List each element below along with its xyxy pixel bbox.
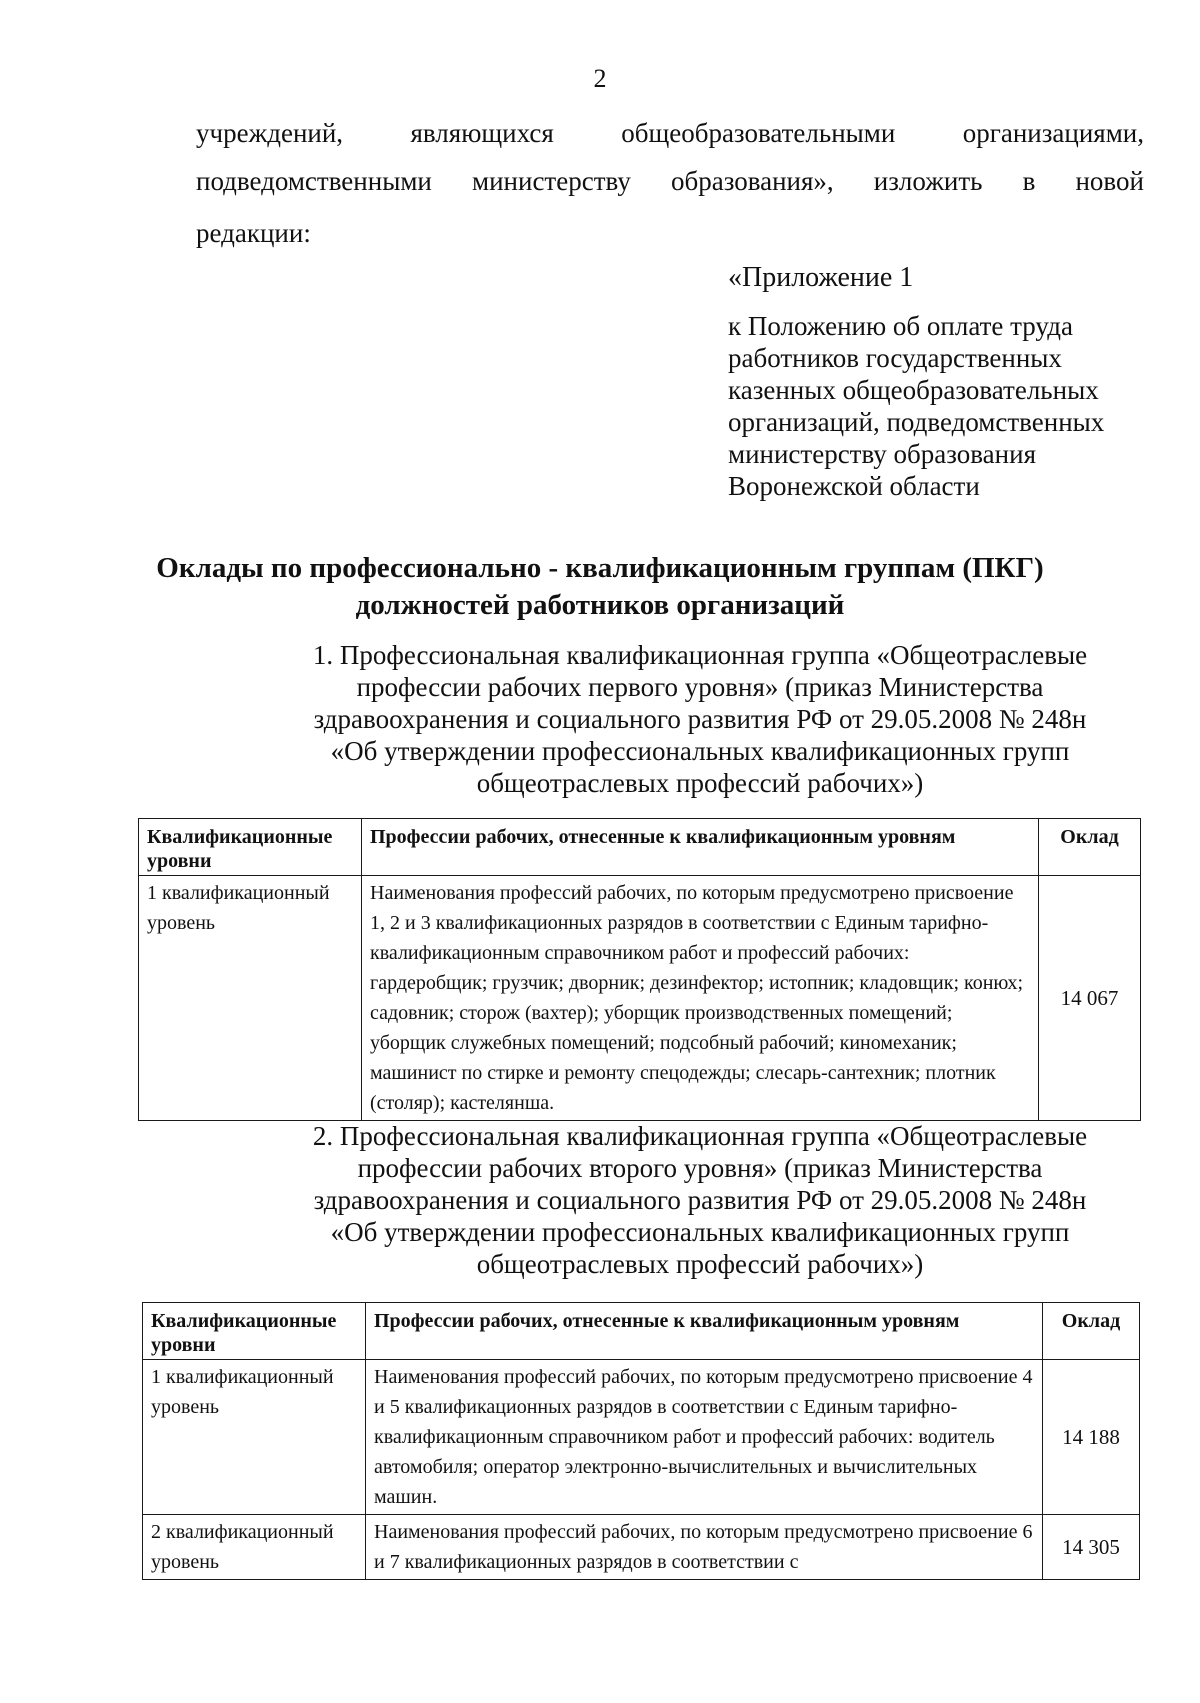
intro-word: изложить: [873, 166, 983, 196]
level-cell: 1 квалификационный уровень: [143, 1360, 366, 1515]
header-professions: Профессии рабочих, отнесенные к квалификационным уровням: [362, 819, 1039, 876]
heading-line: профессии рабочих второго уровня» (приказ Министерства: [357, 1153, 1043, 1183]
heading-line: профессии рабочих первого уровня» (приказ Министерства: [356, 672, 1044, 702]
table-row: [139, 876, 1141, 1121]
document-title-line: должностей работников организаций: [355, 589, 845, 621]
heading-line: 2. Профессиональная квалификационная группа «Общеотраслевые: [312, 1121, 1088, 1151]
heading-line: общеотраслевых профессий рабочих»): [476, 768, 924, 798]
appendix-line: казенных общеобразовательных: [728, 375, 1099, 405]
document-title: [0, 550, 1200, 624]
salary-cell: 14 305: [1043, 1515, 1140, 1580]
intro-word: организациями,: [962, 118, 1144, 148]
level-cell: 2 квалификационный уровень: [143, 1515, 366, 1580]
level-cell: 1 квалификационный уровень: [139, 876, 362, 1121]
heading-line: здравоохранения и социального развития РФ от 29.05.2008 № 248н: [313, 1185, 1087, 1215]
intro-word: образования»,: [670, 166, 834, 196]
salary-cell: 14 188: [1043, 1360, 1140, 1515]
intro-line-3: редакции:: [196, 218, 311, 248]
table-header-row: [139, 819, 1141, 876]
document-title-line: Оклады по профессионально - квалификационным группам (ПКГ): [156, 552, 1044, 584]
intro-word: новой: [1075, 166, 1144, 196]
heading-line: 1. Профессиональная квалификационная группа «Общеотраслевые: [312, 640, 1088, 670]
heading-line: «Об утверждении профессиональных квалификационных групп: [330, 736, 1070, 766]
salary-cell: 14 067: [1039, 876, 1141, 1121]
intro-line-1: [196, 118, 1144, 149]
appendix-line: к Положению об оплате труда: [728, 311, 1073, 341]
pkg-table-1: [138, 818, 1141, 1121]
intro-word: учреждений,: [196, 118, 344, 148]
appendix-line: работников государственных: [728, 343, 1062, 373]
professions-cell: Наименования профессий рабочих, по которым предусмотрено присвоение 4 и 5 квалификационных разрядов в соответствии с Единым тарифно-квалификационным справочником работ и профессий рабочих: водитель автомобиля; оператор электронно-вычислительных и вычислительных машин.: [366, 1360, 1043, 1515]
intro-word: общеобразовательными: [621, 118, 896, 148]
intro-word: подведомственными: [196, 166, 432, 196]
table-row: [143, 1515, 1140, 1580]
appendix-title: «Приложение 1: [728, 262, 914, 293]
header-salary: Оклад: [1039, 819, 1141, 876]
section-2-heading: [280, 1120, 1120, 1280]
intro-word: министерству: [472, 166, 631, 196]
professions-cell: Наименования профессий рабочих, по которым предусмотрено присвоение 1, 2 и 3 квалификационных разрядов в соответствии с Единым тарифно-квалификационным справочником работ и профессий рабочих: гардеробщик; грузчик; дворник; дезинфектор; истопник; кладовщик; конюх; садовник; сторож (вахтер); уборщик производственных помещений; уборщик служебных помещений; подсобный рабочий; киномеханик; машинист по стирке и ремонту спецодежды; слесарь-сантехник; плотник (столяр); кастелянша.: [362, 876, 1039, 1121]
appendix-line: министерству образования: [728, 439, 1036, 469]
intro-word: являющихся: [410, 118, 554, 148]
appendix-reference: [728, 310, 1104, 502]
heading-line: здравоохранения и социального развития РФ от 29.05.2008 № 248н: [313, 704, 1087, 734]
header-salary: Оклад: [1043, 1303, 1140, 1360]
appendix-line: организаций, подведомственных: [728, 407, 1105, 437]
section-1-heading: [280, 639, 1120, 799]
heading-line: общеотраслевых профессий рабочих»): [476, 1249, 924, 1279]
professions-cell: Наименования профессий рабочих, по которым предусмотрено присвоение 6 и 7 квалификационных разрядов в соответствии с: [366, 1515, 1043, 1580]
heading-line: «Об утверждении профессиональных квалификационных групп: [330, 1217, 1070, 1247]
page-number: 2: [593, 64, 607, 93]
intro-line-2: [196, 166, 1144, 197]
table-header-row: [143, 1303, 1140, 1360]
pkg-table-2: [142, 1302, 1140, 1580]
intro-word: в: [1022, 166, 1036, 196]
header-professions: Профессии рабочих, отнесенные к квалификационным уровням: [366, 1303, 1043, 1360]
header-levels: Квалификационные уровни: [143, 1303, 366, 1360]
header-levels: Квалификационные уровни: [139, 819, 362, 876]
appendix-line: Воронежской области: [728, 471, 980, 501]
table-row: [143, 1360, 1140, 1515]
